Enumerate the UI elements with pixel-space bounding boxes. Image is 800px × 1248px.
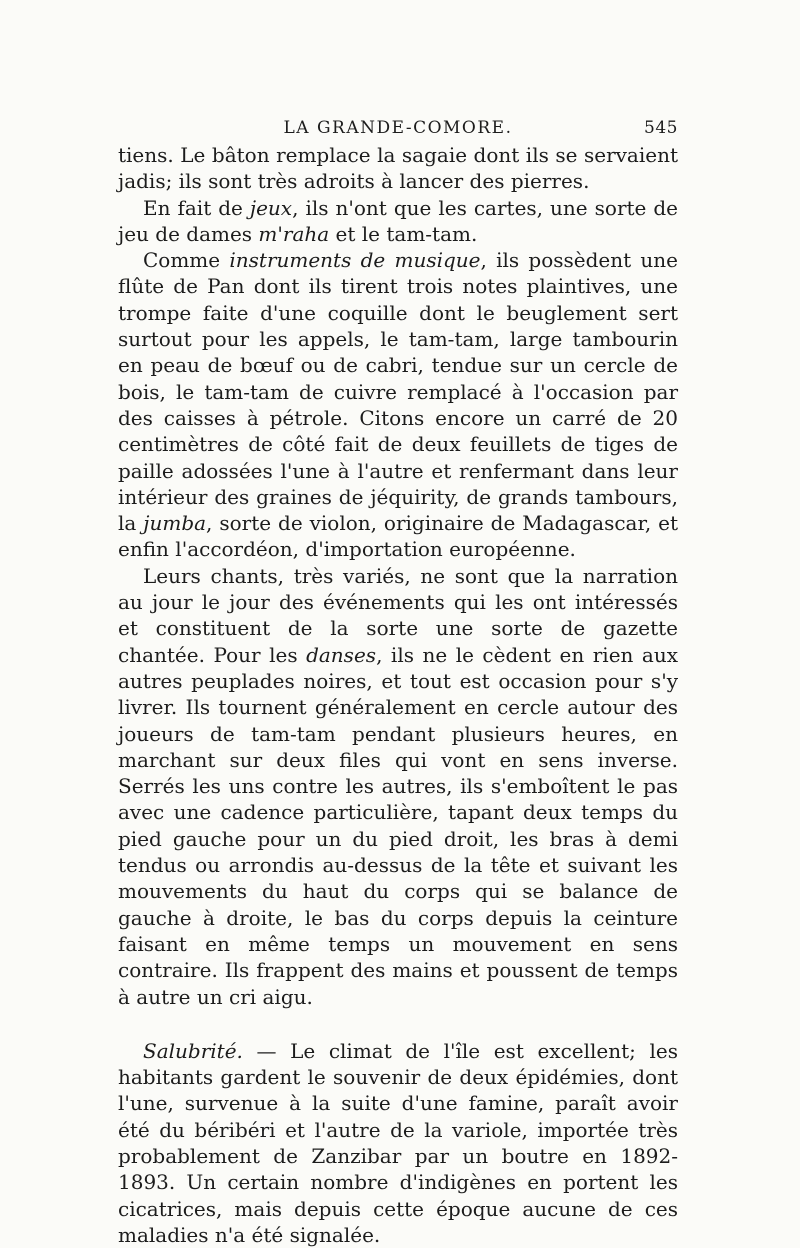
- book-page: [118, 112, 678, 1248]
- page-number: 545: [644, 118, 678, 138]
- paragraph-continuation: tiens. Le bâton remplace la sagaie dont ils se servaient jadis; ils sont très adroits à lancer des pierres.: [118, 143, 678, 194]
- paragraph-jeux: En fait de jeux, ils n'ont que les cartes, une sorte de jeu de dames m'raha et le tam-tam.: [118, 195, 679, 246]
- running-title: LA GRANDE-COMORE.: [283, 118, 513, 138]
- running-header: [118, 112, 678, 142]
- paragraph-instruments: Comme instruments de musique, ils possèdent une flûte de Pan dont ils tirent trois notes plaintives, une trompe faite d'une coquille dont le beuglement sert surtout pour les appels, le tam-tam, large tambourin en peau de bœuf ou de cabri, tendue sur un cercle de bois, le tam-tam de cuivre remplacé à l'occasion par des caisses à pétrole. Citons encore un carré de 20 centimètres de côté fait de deux feuillets de tiges de paille adossées l'une à l'autre et renfermant dans leur intérieur des graines de jéquirity, de grands tambours, la jumba, sorte de violon, originaire de Madagascar, et enfin l'accordéon, d'importation européenne.: [118, 248, 679, 562]
- paragraph-chants-danses: Leurs chants, très variés, ne sont que la narration au jour le jour des événements qui les ont intéressés et constituent de la sorte une sorte de gazette chantée. Pour les danses, ils ne le cèdent en rien aux autres peuplades noires, et tout est occasion pour s'y livrer. Ils tournent généralement en cercle autour des joueurs de tam-tam pendant plusieurs heures, en marchant sur deux files qui vont en sens inverse. Serrés les uns contre les autres, ils s'emboîtent le pas avec une cadence particulière, tapant deux temps du pied gauche pour un du pied droit, les bras à demi tendus ou arrondis au-dessus de la tête et suivant les mouvements du haut du corps qui se balance de gauche à droite, le bas du corps depuis la ceinture faisant en même temps un mouvement en sens contraire. Ils frappent des mains et poussent de temps à autre un cri aigu.: [118, 563, 678, 1009]
- body-text: [118, 142, 678, 1248]
- paragraph-salubrite: Salubrité. — Le climat de l'île est excellent; les habitants gardent le souvenir de deux épidémies, dont l'une, survenue à la suite d'une famine, paraît avoir été du béribéri et l'autre de la variole, importée très probablement de Zanzibar par un boutre en 1892-1893. Un certain nombre d'indigènes en portent les cicatrices, mais depuis cette époque aucune de ces maladies n'a été signalée.: [118, 1038, 678, 1247]
